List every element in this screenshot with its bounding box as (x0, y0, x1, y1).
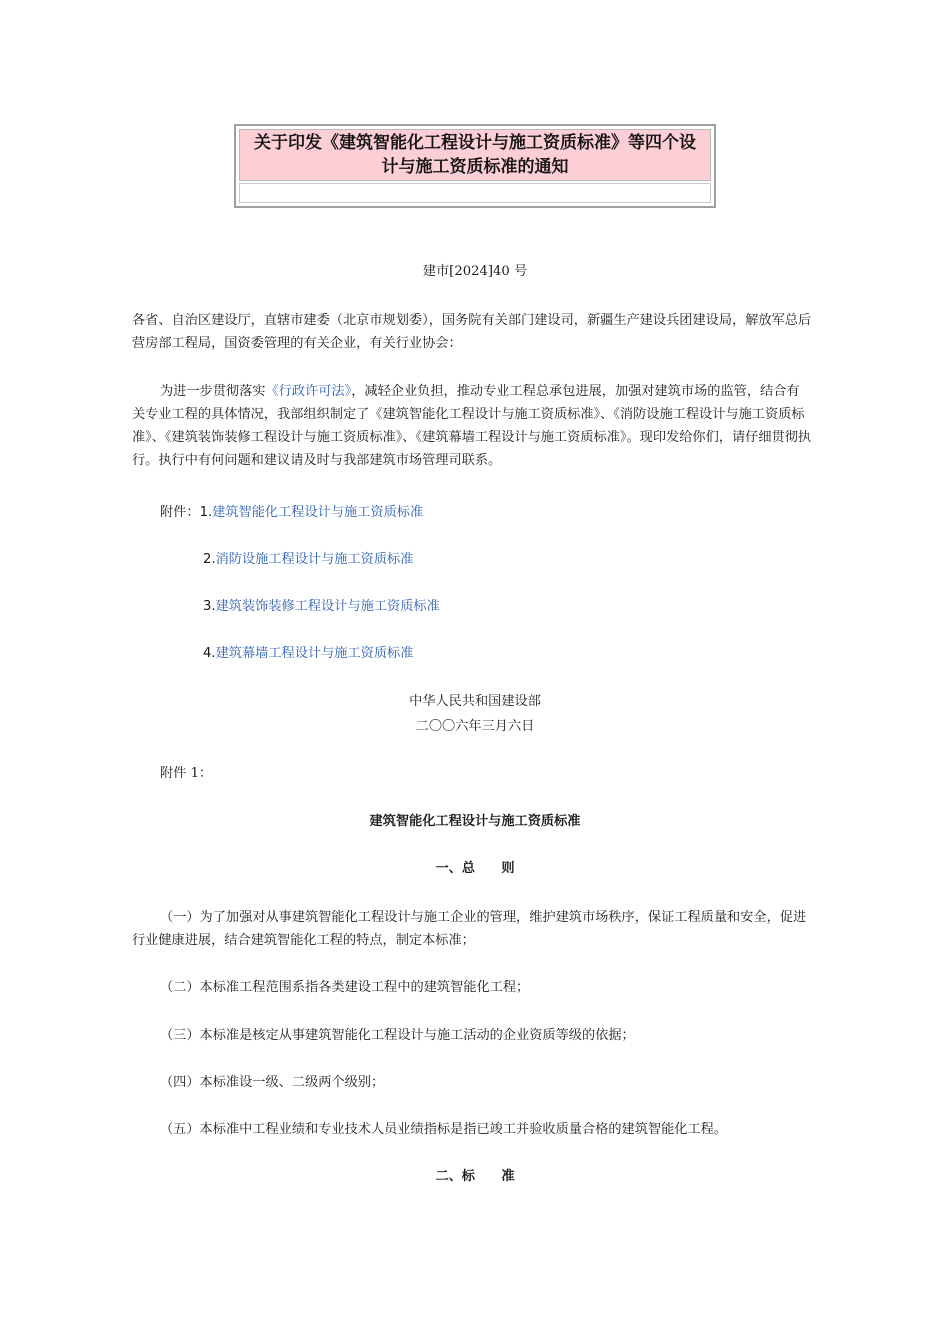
section-heading-2: 二、标 准 (435, 1169, 515, 1184)
title-box (234, 124, 716, 208)
page-title: 关于印发《建筑智能化工程设计与施工资质标准》等四个设计与施工资质标准的通知 (254, 133, 696, 177)
attachment-link-4[interactable]: 建筑幕墙工程设计与施工资质标准 (215, 646, 414, 661)
title-empty-cell (239, 183, 711, 203)
attachment-item-4 (203, 642, 763, 665)
clause-1: （一）为了加强对从事建筑智能化工程设计与施工企业的管理，维护建筑市场秩序，保证工程质量和安全，促进行业健康进展，结合建筑智能化工程的特点，制定本标准； (132, 910, 807, 948)
document-number: 建市[2024]40 号 (422, 264, 528, 279)
signature-date: 二〇〇六年三月六日 (415, 719, 535, 734)
body-text-before: 为进一步贯彻落实 (160, 384, 266, 399)
attachment-number: 4. (203, 646, 216, 661)
law-link[interactable]: 《行政许可法》 (265, 384, 352, 399)
body-text-after: ，减轻企业负担，推动专业工程总承包进展，加强对建筑市场的监管，结合有关专业工程的具体情况，我部组织制定了《建筑智能化工程设计与施工资质标准》、《消防设施工程设计与施工资质标准》、《建筑装饰装修工程设计与施工资质标准》、《建筑幕墙工程设计与施工资质标准》。现印发给你们，请仔细贯彻执行。执行中有何问题和建议请及时与我部建筑市场管理司联系。 (132, 384, 812, 468)
clause-3: （三）本标准是核定从事建筑智能化工程设计与施工活动的企业资质等级的依据； (160, 1028, 635, 1043)
attachments-label: 附件： (160, 505, 200, 520)
clause-5: （五）本标准中工程业绩和专业技术人员业绩指标是指已竣工并验收质量合格的建筑智能化工程。 (160, 1122, 728, 1137)
signature-org: 中华人民共和国建设部 (409, 694, 541, 709)
attachment-number: 3. (203, 599, 216, 614)
attachment-number: 1. (199, 505, 213, 520)
body-paragraph (132, 380, 812, 472)
attachment-item-1 (160, 501, 760, 524)
attachment-number: 2. (203, 552, 216, 567)
recipients: 各省、自治区建设厅，直辖市建委（北京市规划委），国务院有关部门建设司，新疆生产建设兵团建设局，解放军总后营房部工程局，国资委管理的有关企业，有关行业协会： (132, 313, 812, 351)
standard-title: 建筑智能化工程设计与施工资质标准 (369, 814, 581, 829)
appendix-label: 附件 1： (160, 766, 213, 781)
attachment-item-3 (203, 595, 763, 618)
attachment-link-3[interactable]: 建筑装饰装修工程设计与施工资质标准 (215, 599, 440, 614)
title-cell (239, 129, 711, 181)
clause-4: （四）本标准设一级、二级两个级别； (160, 1075, 385, 1090)
clause-2: （二）本标准工程范围系指各类建设工程中的建筑智能化工程； (160, 980, 530, 995)
section-heading-1: 一、总 则 (435, 861, 515, 876)
attachment-item-2 (203, 548, 763, 571)
attachment-link-2[interactable]: 消防设施工程设计与施工资质标准 (215, 552, 414, 567)
attachment-link-1[interactable]: 建筑智能化工程设计与施工资质标准 (212, 505, 424, 520)
